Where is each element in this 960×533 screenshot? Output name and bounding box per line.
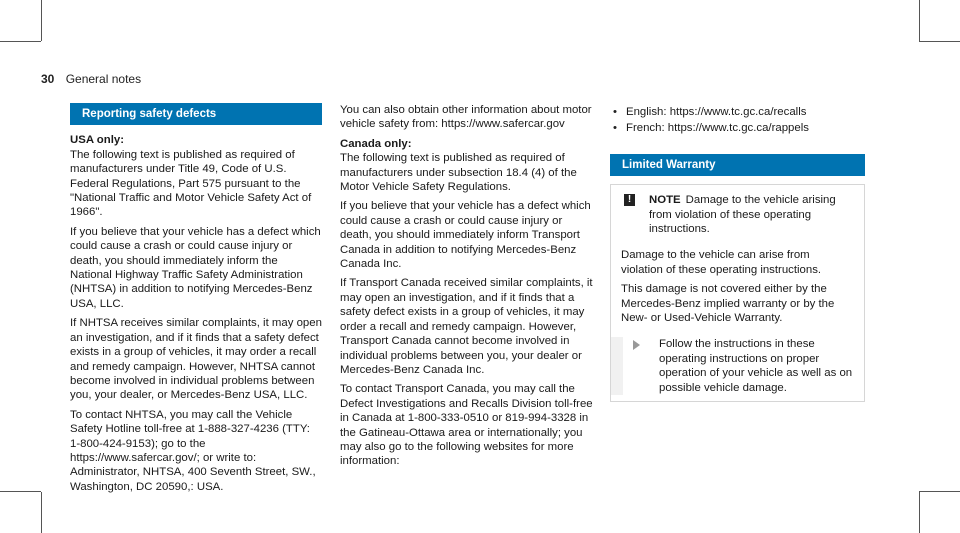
crop-mark [919, 491, 960, 492]
section-heading-warranty: Limited Warranty [610, 154, 865, 176]
crop-mark [919, 41, 960, 42]
paragraph: The following text is published as required of manufacturers under Title 49, Code of U.S. Federal Regulations, Part 575 pursuant to the "National Traffic and Motor Vehicle Safety Act of 1966". [70, 148, 312, 219]
section-heading-reporting: Reporting safety defects [70, 103, 322, 125]
usa-heading: USA only: [70, 134, 124, 147]
paragraph: You can also obtain other information about motor vehicle safety from: https://www.safercar.gov [340, 104, 592, 131]
note-box [610, 184, 865, 402]
page-number: 30 [41, 72, 55, 86]
list-item-link[interactable]: • English: https://www.tc.gc.ca/recalls [610, 105, 865, 119]
note-text: Damage to the vehicle arising from violation of these operating instructions. [649, 194, 836, 236]
paragraph: If NHTSA receives similar complaints, it may open an investigation, and if it finds that a safety defect exists in a group of vehicles, it may order a recall and remedy campaign. However, NHTSA cannot become involved in individual problems between you, your dealer, or Mercedes-Benz USA, LLC. [70, 317, 322, 402]
instruction-step [621, 337, 854, 395]
link-list [610, 105, 865, 136]
note-text-block [649, 193, 854, 236]
page-header [41, 72, 141, 86]
list-item-link[interactable]: • French: https://www.tc.gc.ca/rappels [610, 121, 865, 135]
crop-mark [41, 0, 42, 41]
paragraph: If you believe that your vehicle has a defect which could cause a crash or could cause injury or death, you should immediately inform Transport Canada in addition to notifying Mercedes-Benz Canada Inc. [340, 200, 591, 271]
crop-mark [0, 491, 41, 492]
canada-heading: Canada only: [340, 137, 412, 150]
note-paragraph: This damage is not covered either by the Mercedes-Benz implied warranty or by the New- or Used-Vehicle Warranty. [621, 283, 835, 325]
section-title: General notes [65, 72, 142, 86]
column-2 [340, 103, 593, 474]
crop-mark [919, 0, 920, 41]
paragraph: To contact Transport Canada, you may call the Defect Investigations and Recalls Division toll-free in Canada at 1-800-333-0510 or 819-994-3328 in the Gatineau-Ottawa area or internationally; you may also go to the following websites for more information: [340, 383, 593, 468]
note-header [621, 193, 854, 236]
crop-mark [41, 492, 42, 533]
crop-mark [919, 492, 920, 533]
note-body [621, 236, 854, 395]
column-3 [610, 103, 865, 402]
instruction-bar [611, 337, 623, 395]
warning-icon: ! [624, 194, 635, 206]
paragraph: To contact NHTSA, you may call the Vehicle Safety Hotline toll-free at 1-888-327-4236 (TTY: 1-800-424-9153); go to the https://www.safercar.gov/; or write to: Administrator, NHTSA, 400 Seventh Street, SW., Washington, DC 20590,: USA. [70, 408, 316, 493]
note-paragraph: Damage to the vehicle can arise from violation of these operating instructions. [621, 249, 822, 276]
paragraph: The following text is published as required of manufacturers under subsection 18.4 (4) of the Motor Vehicle Safety Regulations. [340, 152, 577, 194]
paragraph: If Transport Canada received similar complaints, it may open an investigation, and if it finds that a safety defect exists in a group of vehicles, it may order a recall and remedy campaign. However, Transport Canada cannot become involved in individual problems between you, your dealer or Mercedes-Benz Canada Inc. [340, 277, 593, 376]
crop-mark [0, 41, 41, 42]
instruction-text: Follow the instructions in these operating instructions on proper operation of your vehicle as well as on possible vehicle damage. [659, 338, 853, 394]
column-1 [70, 103, 322, 494]
play-arrow-icon [633, 340, 640, 350]
paragraph: If you believe that your vehicle has a defect which could cause a crash or could cause injury or death, you should immediately inform the National Highway Traffic Safety Administration (NHTSA) in addition to notifying Mercedes-Benz USA, LLC. [70, 225, 321, 310]
note-label: NOTE [649, 194, 681, 207]
